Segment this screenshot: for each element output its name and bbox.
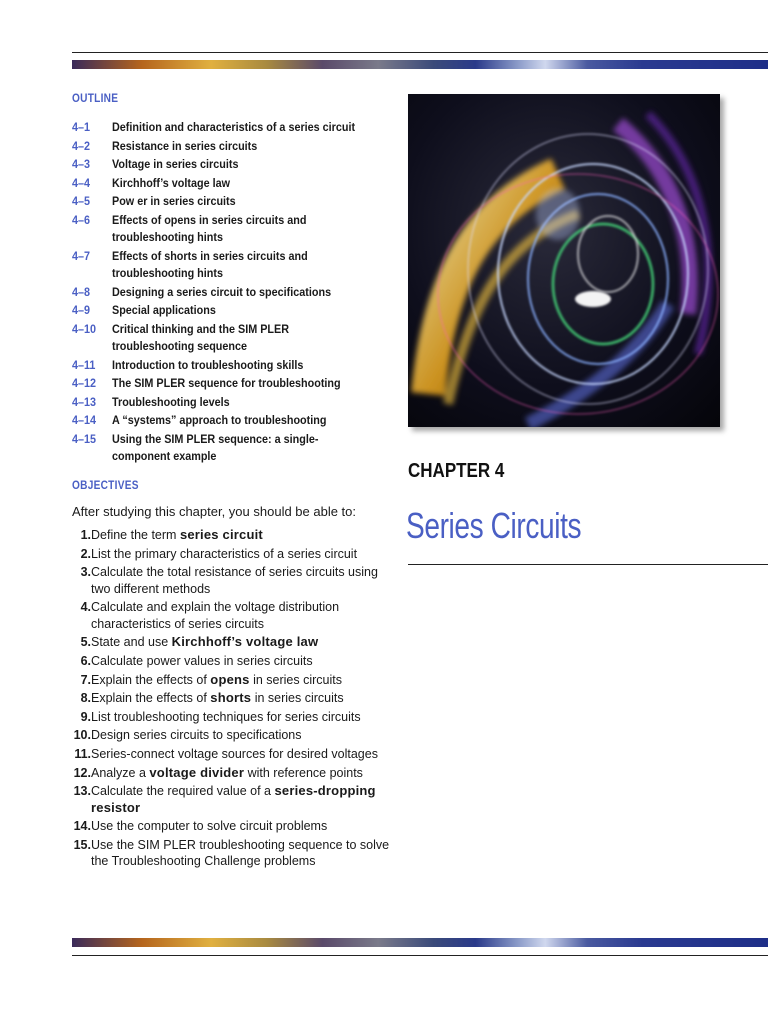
objectives-heading: OBJECTIVES (72, 480, 139, 492)
outline-item-number: 4–4 (72, 175, 91, 190)
outline-item-number: 4–10 (72, 321, 97, 336)
objective-text (91, 672, 392, 689)
outline-item (72, 394, 392, 412)
objective-item (72, 818, 392, 835)
objective-item (72, 709, 392, 726)
objective-item (72, 546, 392, 563)
objective-item (72, 690, 392, 707)
outline-item-text: Pow er in series circuits (112, 194, 236, 208)
objective-number: 11. (74, 746, 91, 761)
objective-item (72, 837, 392, 870)
outline-item-text: Effects of shorts in series circuits and troubleshooting hints (112, 248, 308, 280)
objective-item (72, 653, 392, 670)
objective-text-part: in series circuits (251, 691, 344, 706)
objective-text (91, 653, 392, 670)
objective-text (91, 634, 392, 651)
objective-number: 10. (73, 728, 91, 743)
objective-number: 12. (73, 765, 91, 780)
objective-number: 4. (80, 600, 91, 615)
objective-text-part: Calculate power values in series circuits (91, 653, 313, 668)
outline-item-text: Special applications (112, 303, 216, 317)
outline-item-text: Effects of opens in series circuits and troubleshooting hints (112, 212, 307, 244)
chapter-label: CHAPTER 4 (408, 460, 505, 482)
objective-text-part: with reference points (244, 765, 363, 780)
objective-text-part: Use the computer to solve circuit problems (91, 819, 328, 834)
objective-key-term: voltage divider (149, 764, 245, 780)
objective-text-part: Calculate the total resistance of series circuits using two different methods (91, 565, 378, 596)
objectives-intro: After studying this chapter, you should be able to: (72, 504, 357, 519)
outline-item (72, 357, 392, 375)
objective-text (91, 546, 392, 563)
objective-number: 15. (73, 837, 91, 852)
objective-text-part: Use the SIM PLER troubleshooting sequence to solve the Troubleshooting Challenge problems (91, 837, 390, 869)
outline-item-text: A “systems” approach to troubleshooting (112, 413, 327, 427)
outline-item (72, 321, 392, 356)
objective-number: 9. (80, 709, 91, 724)
objective-text-part: List the primary characteristics of a series circuit (91, 546, 358, 561)
outline-item-number: 4–11 (72, 357, 96, 372)
outline-item (72, 138, 392, 156)
title-rule (408, 564, 768, 565)
objective-text-part: Explain the effects of (91, 691, 211, 706)
outline-item-text: Designing a series circuit to specifications (112, 284, 332, 299)
outline-item (72, 193, 392, 211)
outline-item (72, 431, 392, 466)
outline-item-text: Introduction to troubleshooting skills (112, 357, 304, 372)
objective-number: 5. (80, 635, 91, 650)
outline-item-text: Voltage in series circuits (112, 157, 239, 171)
objective-text (91, 765, 392, 782)
outline-item-number: 4–9 (72, 303, 91, 317)
objective-item (72, 672, 392, 689)
objective-text-part: Series-connect voltage sources for desired voltages (91, 746, 378, 761)
objective-item (72, 599, 392, 632)
objective-text (91, 564, 392, 597)
objective-number: 2. (80, 546, 91, 561)
outline-item (72, 212, 392, 247)
objective-text (91, 690, 392, 707)
outline-item-text: Definition and characteristics of a series circuit (112, 120, 356, 134)
objective-item (72, 727, 392, 744)
outline-item-number: 4–8 (72, 284, 91, 299)
outline-item (72, 248, 392, 283)
outline-item-number: 4–12 (72, 376, 97, 390)
outline-item-number: 4–13 (72, 394, 97, 409)
outline-item (72, 119, 392, 137)
chapter-title: Series Circuits (406, 505, 582, 546)
outline-item (72, 156, 392, 174)
objective-text (91, 837, 392, 870)
outline-item-text: Critical thinking and the SIM PLER troubleshooting sequence (112, 321, 290, 353)
chapter-photo (408, 94, 720, 427)
objective-item (72, 527, 392, 544)
objective-number: 6. (80, 653, 91, 668)
outline-item (72, 302, 392, 320)
objective-key-term: Kirchhoff’s voltage law (171, 634, 319, 650)
top-color-band (72, 60, 768, 69)
outline-item-text: The SIM PLER sequence for troubleshooting (112, 376, 341, 390)
objective-key-term: opens (210, 671, 250, 687)
objective-text-part: Calculate and explain the voltage distribution characteristics of series circuits (91, 600, 340, 631)
light-swirl-image (408, 94, 720, 427)
outline-item-number: 4–3 (72, 157, 91, 171)
outline-item-number: 4–7 (72, 248, 91, 263)
outline-item-text: Kirchhoff’s voltage law (112, 175, 231, 190)
objectives-list (72, 527, 392, 872)
objective-key-term: shorts (210, 690, 252, 706)
outline-item-text: Resistance in series circuits (112, 138, 258, 153)
outline-item-number: 4–14 (72, 413, 97, 427)
objective-key-term: series circuit (179, 527, 263, 542)
outline-item-number: 4–15 (72, 431, 97, 446)
objective-text (91, 746, 392, 763)
objective-number: 8. (80, 691, 91, 706)
objective-text-part: List troubleshooting techniques for series circuits (91, 709, 361, 724)
objective-item (72, 765, 392, 782)
objective-item (72, 634, 392, 651)
top-rule (72, 52, 768, 53)
objective-text (91, 783, 392, 816)
outline-item-text: Using the SIM PLER sequence: a single-component example (112, 431, 319, 463)
objective-text-part: Design series circuits to specifications (91, 728, 302, 743)
objective-number: 3. (80, 565, 91, 580)
outline-item-number: 4–2 (72, 138, 91, 153)
objective-number: 7. (80, 672, 91, 687)
objective-text (91, 709, 392, 726)
outline-item (72, 375, 392, 393)
outline-item-number: 4–6 (72, 212, 91, 227)
objective-text (91, 527, 392, 544)
outline-list (72, 119, 392, 467)
outline-item (72, 175, 392, 193)
objective-number: 14. (73, 819, 91, 834)
objective-text-part: Define the term (91, 528, 180, 542)
bottom-color-band (72, 938, 768, 947)
outline-item-number: 4–5 (72, 194, 91, 208)
objective-text-part: State and use (91, 635, 172, 650)
objective-number: 1. (80, 528, 91, 542)
objective-text-part: Explain the effects of (91, 672, 211, 687)
objective-text-part: Calculate the required value of a (91, 784, 275, 799)
outline-item (72, 412, 392, 430)
objective-number: 13. (73, 784, 91, 799)
outline-item-number: 4–1 (72, 120, 91, 134)
objective-text (91, 818, 392, 835)
objective-text (91, 599, 392, 632)
objective-text-part: in series circuits (249, 672, 342, 687)
bottom-rule (72, 955, 768, 956)
objective-key-term: series-dropping resistor (91, 783, 376, 815)
objective-text-part: Analyze a (91, 765, 150, 780)
outline-item (72, 284, 392, 302)
objective-item (72, 746, 392, 763)
outline-item-text: Troubleshooting levels (112, 394, 230, 409)
objective-item (72, 783, 392, 816)
objective-text (91, 727, 392, 744)
objective-item (72, 564, 392, 597)
outline-heading: OUTLINE (72, 93, 119, 105)
